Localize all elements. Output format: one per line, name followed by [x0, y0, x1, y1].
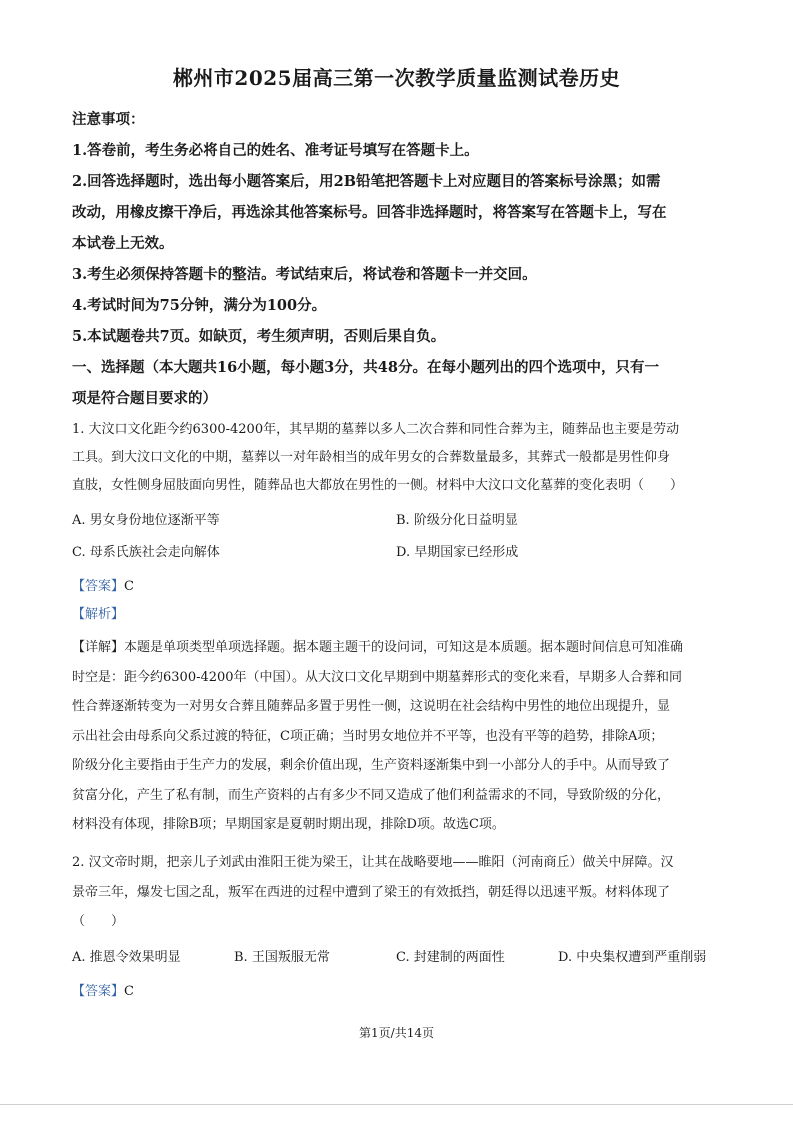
answer-tag: 【答案】: [72, 579, 125, 594]
question-line: 工具。到大汶口文化的中期，墓葬以一对年龄相当的成年男女的合葬数量最多，其葬式一般都是男性仰身: [72, 450, 671, 465]
notice-heading: 注意事项：: [72, 111, 145, 128]
notice-item: 本试卷上无效。: [72, 235, 174, 252]
notice-item: 3.考生必须保持答题卡的整洁。考试结束后，将试卷和答题卡一并交回。: [72, 266, 537, 283]
question-line: （ ）: [72, 914, 125, 929]
detail-line: 阶级分化主要指由于生产力的发展，剩余价值出现，生产资料逐渐集中到一小部分人的手中。从而导致了: [72, 758, 671, 773]
section-heading: 一、选择题（本大题共16小题，每小题3分，共48分。在每小题列出的四个选项中，只有一: [72, 359, 659, 376]
analysis-tag: 【解析】: [72, 607, 125, 622]
detail-line: 本题是单项类型单项选择题。据本题主题干的设问词，可知这是本质题。据本题时间信息可知准确: [124, 640, 684, 655]
detail-line: 示出社会由母系向父系过渡的特征，C项正确；当时男女地位并不平等，也没有平等的趋势，排除A项；: [72, 728, 664, 744]
notice-item: 改动，用橡皮擦干净后，再选涂其他答案标号。回答非选择题时，将答案写在答题卡上，写在: [72, 204, 667, 221]
detail-line: 贫富分化，产生了私有制，而生产资料的占有多少不同又造成了他们利益需求的不同，导致阶级的分化，: [72, 787, 671, 803]
answer-value: C: [124, 579, 134, 594]
question-line: 景帝三年，爆发七国之乱，叛军在西进的过程中遭到了梁王的有效抵挡，朝廷得以迅速平叛。材料体现了: [72, 884, 671, 900]
detail-tag: 【详解】: [72, 640, 125, 655]
question-2-stem: [72, 848, 728, 937]
question-1-options: [72, 507, 728, 577]
question-line: 直肢，女性侧身屈肢面向男性，随葬品也大都放在男性的一侧。材料中大汶口文化墓葬的变化表明（ ）: [72, 478, 684, 493]
question-line: 2. 汉文帝时期，把亲儿子刘武由淮阳王徙为梁王，让其在战略要地——睢阳（河南商丘）做关中屏障。汉: [72, 855, 674, 870]
detail-line: 性合葬逐渐转变为一对男女合葬且随葬品多置于男性一侧，这说明在社会结构中男性的地位出现提升，显: [72, 699, 671, 714]
detail-line: 材料没有体现，排除B项；早期国家是夏朝时期出现，排除D项。故选C项。: [72, 817, 505, 832]
option-c[interactable]: C. 封建制的两面性: [396, 950, 505, 965]
question-2-options: [72, 944, 728, 974]
question-1-answer: [72, 573, 728, 629]
notice-item: 2.回答选择题时，选出每小题答案后，用2B铅笔把答题卡上对应题目的答案标号涂黑；如需: [72, 173, 661, 190]
question-1-detail: [72, 633, 728, 840]
answer-value: C: [124, 984, 134, 999]
option-d[interactable]: D. 中央集权遭到严重削弱: [558, 950, 707, 965]
section-heading-cont: 项是符合题目要求的）: [72, 390, 217, 407]
detail-line: 时空是：距今约6300-4200年（中国）。从大汶口文化早期到中期墓葬形式的变化来看，早期多人合葬和同: [72, 669, 683, 685]
notice-section: [72, 104, 728, 414]
answer-tag: 【答案】: [72, 984, 125, 999]
page-title: 郴州市2025届高三第一次教学质量监测试卷历史: [172, 66, 621, 90]
option-c[interactable]: C. 母系氏族社会走向解体: [72, 545, 220, 560]
option-b[interactable]: B. 王国叛服无常: [234, 950, 330, 965]
option-d[interactable]: D. 早期国家已经形成: [396, 545, 519, 560]
option-a[interactable]: A. 男女身份地位逐渐平等: [72, 513, 220, 528]
notice-item: 1.答卷前，考生务必将自己的姓名、准考证号填写在答题卡上。: [72, 142, 479, 159]
question-1-stem: [72, 416, 728, 500]
option-a[interactable]: A. 推恩令效果明显: [72, 950, 181, 965]
notice-item: 5.本试题卷共7页。如缺页，考生须声明，否则后果自负。: [72, 328, 446, 345]
bottom-divider: [0, 1104, 793, 1105]
question-line: 1. 大汶口文化距今约6300-4200年，其早期的墓葬以多人二次合葬和同性合葬为主，随葬品也主要是劳动: [72, 422, 680, 437]
question-2-answer: [72, 978, 728, 1006]
option-b[interactable]: B. 阶级分化日益明显: [396, 513, 518, 528]
page-footer: 第1页/共14页: [359, 1026, 434, 1040]
notice-item: 4.考试时间为75分钟，满分为100分。: [72, 297, 327, 314]
